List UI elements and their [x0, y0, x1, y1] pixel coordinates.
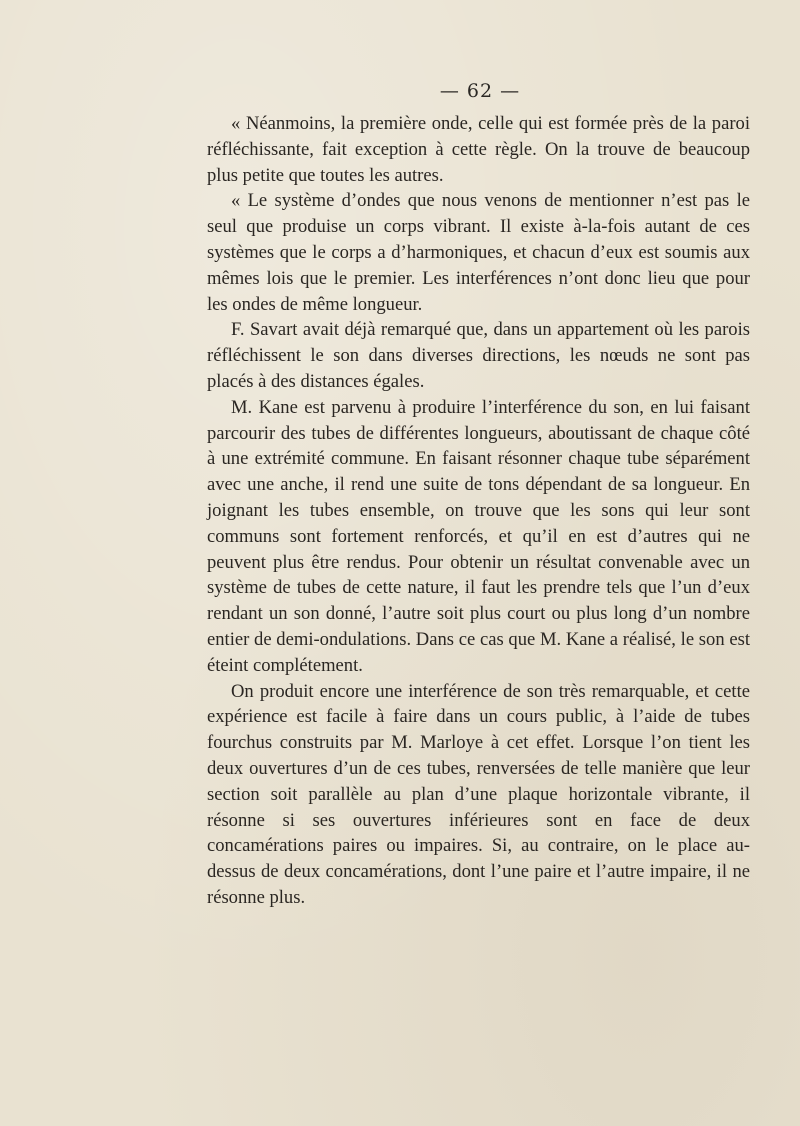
body-text: [207, 111, 750, 911]
paragraph-2: « Le système d’ondes que nous venons de mentionner n’est pas le seul que produise un corps vibrant. Il existe à-la-fois autant de ces systèmes que le corps a d’harmoniques, et chacun d’eux est soumis aux mêmes lois que le premier. Les interférences n’ont donc lieu que pour les ondes de même longueur.: [207, 190, 750, 315]
paragraph-3: F. Savart avait déjà remarqué que, dans un appartement où les parois réfléchissent le son dans diverses directions, les nœuds ne sont pas placés à des distances égales.: [207, 319, 750, 392]
paragraph-5: On produit encore une interférence de son très remarquable, et cette expérience est facile à faire dans un cours public, à l’aide de tubes fourchus construits par M. Marloye à cet effet. Lorsque l’on tient les deux ouvertures d’un de ces tubes, renversées de telle manière que leur section soit parallèle au plan d’une plaque horizontale vibrante, il résonne si ses ouvertures inférieures sont en face de deux concamérations paires ou impaires. Si, au contraire, on le place au-dessus de deux concamérations, dont l’une paire et l’autre impaire, il ne résonne plus.: [207, 680, 750, 908]
page-number: — 62 —: [439, 80, 521, 102]
paragraph-4: M. Kane est parvenu à produire l’interférence du son, en lui faisant parcourir des tubes de différentes longueurs, aboutissant de chaque côté à une extrémité commune. En faisant résonner chaque tube séparément avec une anche, il rend une suite de tons dépendant de sa longueur. En joignant les tubes ensemble, on trouve que les sons qui leur sont communs sont fortement renforcés, et qu’il en est d’autres qui ne peuvent plus être rendus. Pour obtenir un résultat convenable avec un système de tubes de cette nature, il faut les prendre tels que l’un d’eux rendant un son donné, l’autre soit plus court ou plus long d’un nombre entier de demi-ondulations. Dans ce cas que M. Kane a réalisé, le son est éteint complétement.: [207, 396, 750, 676]
paragraph-1: « Néanmoins, la première onde, celle qui est formée près de la paroi réfléchissante, fait exception à cette règle. On la trouve de beaucoup plus petite que toutes les autres.: [207, 113, 750, 186]
